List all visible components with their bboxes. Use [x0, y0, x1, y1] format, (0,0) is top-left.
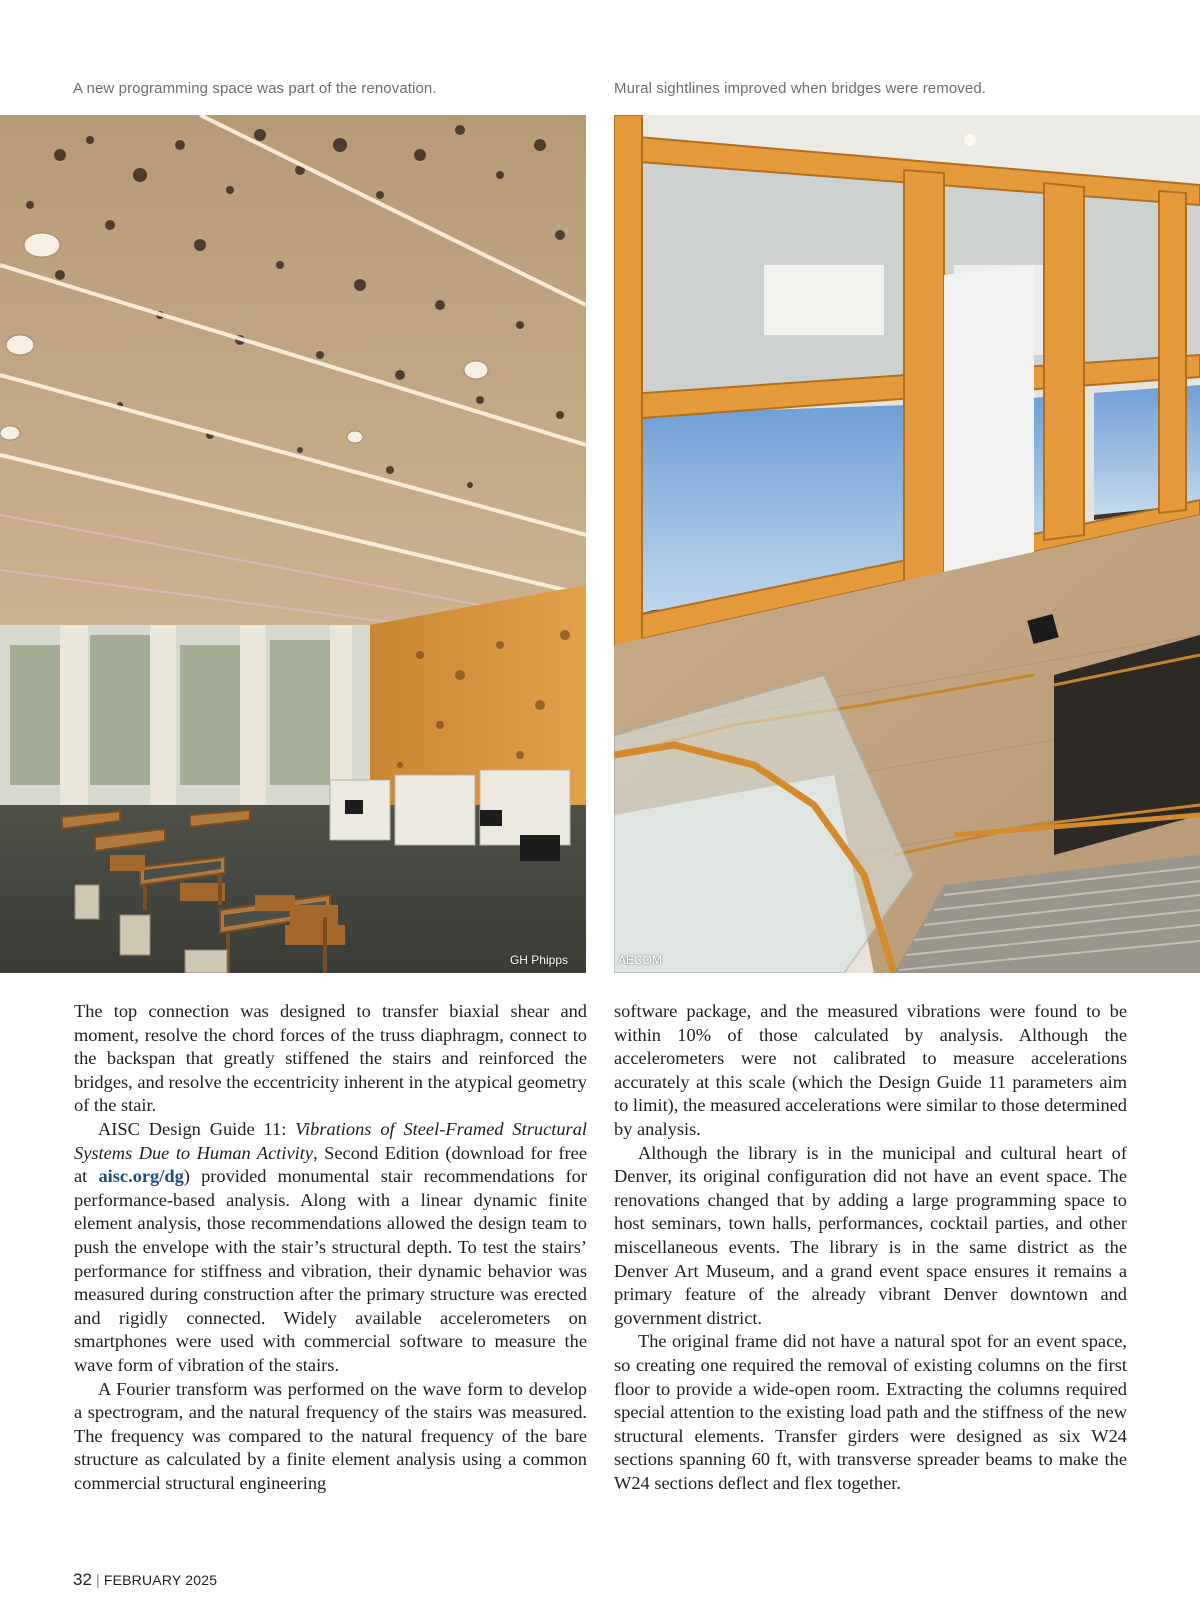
text-run: AISC Design Guide 11: — [98, 1118, 296, 1139]
article-paragraph — [74, 1118, 587, 1378]
footer-separator: | — [95, 1572, 100, 1589]
publication-title: Vibrations of Steel-Framed Structural Systems Due to Human Activity — [74, 1118, 587, 1163]
photo-mural-sightlines — [614, 115, 1200, 973]
article-column-left — [74, 1000, 587, 1495]
article-paragraph: Although the library is in the municipal and cultural heart of Denver, its original configuration did not have an event space. The renovations changed that by adding a large programming space to host seminars, town halls, performances, cocktail parties, and other miscellaneous events. The library is in the same district as the Denver Art Museum, and a grand event space ensures it remains a primary feature of the already vibrant Denver downtown and government district. — [614, 1142, 1127, 1328]
article-paragraph: A Fourier transform was performed on the wave form to develop a spectrogram, and the natural frequency of the stairs was measured. The frequency was compared to the natural frequency of the bare structure as calculated by a finite element analysis using a common commercial structural engineering — [74, 1378, 587, 1493]
photo-caption-left: A new programming space was part of the renovation. — [73, 80, 437, 97]
article-paragraph: The top connection was designed to transfer biaxial shear and moment, resolve the chord forces of the truss diaphragm, connect to the backspan that greatly stiffened the stairs and reinforced the bridges, and resolve the eccentricity inherent in the atypical geometry of the stair. — [74, 1001, 587, 1116]
page-footer — [73, 1570, 217, 1590]
photo-caption-right: Mural sightlines improved when bridges were removed. — [614, 80, 987, 97]
page-number: 32 — [73, 1570, 92, 1589]
article-paragraph: The original frame did not have a natural spot for an event space, so creating one required the removal of existing columns on the first floor to provide a wide-open room. Extracting the columns required special attention to the existing load path and the stiffness of the new structural elements. Transfer girders were designed as six W24 sections spanning 60 ft, with transverse spreader beams to make the W24 sections deflect and flex together. — [614, 1331, 1127, 1493]
article-paragraph: software package, and the measured vibrations were found to be within 10% of those calculated by analysis. Although the accelerometers were not calibrated to measure accelerations accurately at this scale (which the Design Guide 11 parameters aim to limit), the measured accelerations were similar to those determined by analysis. — [614, 1001, 1127, 1139]
photo-programming-space — [0, 115, 586, 973]
issue-date: FEBRUARY 2025 — [103, 1572, 218, 1588]
photo-credit-left: GH Phipps — [509, 953, 568, 967]
text-run: ) provided monumental stair recommendations for performance-based analysis. Along with a linear dynamic finite element analysis, those recommendations allowed the design team to push the envelope with the stair’s structural depth. To test the stairs’ performance for stiffness and vibration, their dynamic behavior was measured during construction after the primary structure was erected and rigidly connected. Widely available accelerometers on smartphones were used with commercial software to measure the wave form of vibration of the stairs. — [74, 1166, 588, 1375]
article-column-right — [614, 1000, 1127, 1495]
photo-credit-right: AECOM — [618, 953, 663, 967]
aisc-dg-link[interactable]: aisc.org/dg — [98, 1166, 184, 1187]
text-run: , Second Edition (download for free at — [74, 1142, 587, 1187]
